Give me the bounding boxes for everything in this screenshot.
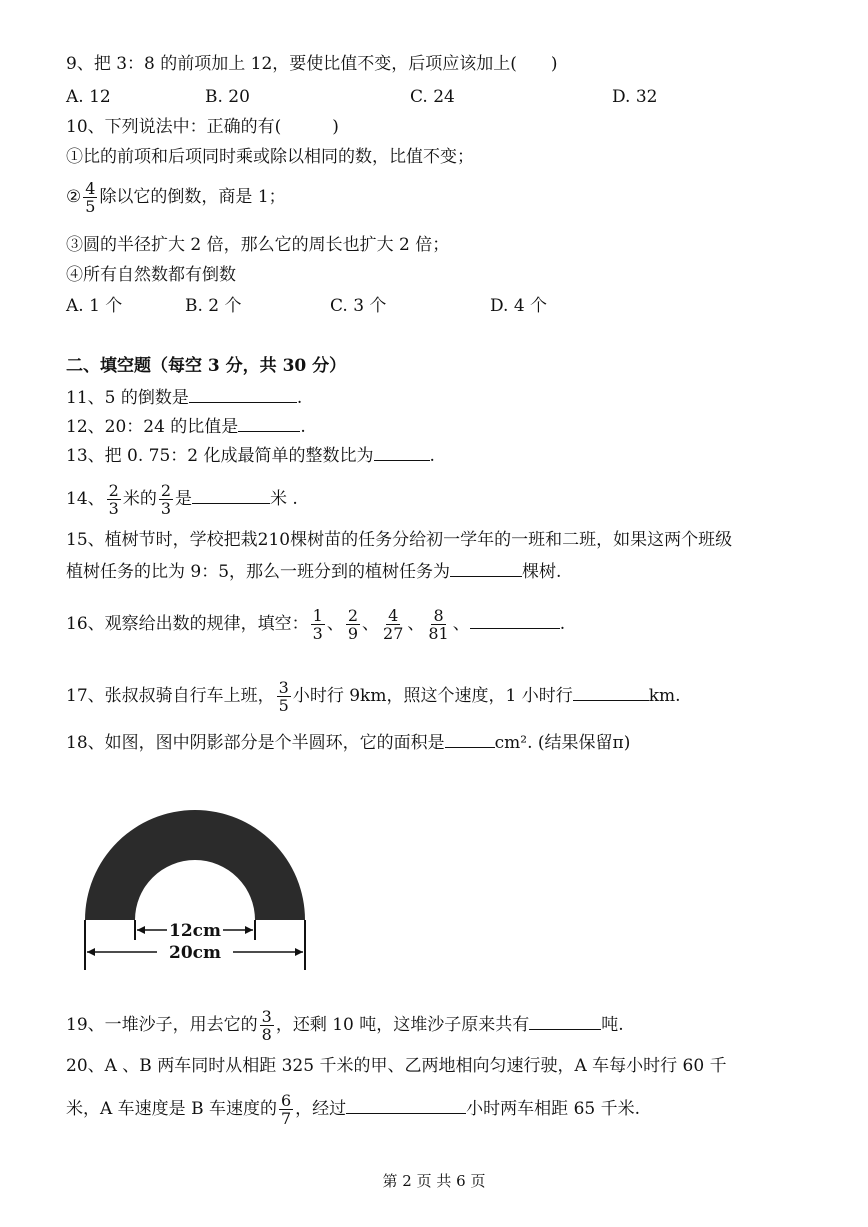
answer-blank[interactable] [192, 487, 270, 504]
fraction-numerator: 3 [278, 678, 289, 697]
arrow-left-icon [137, 926, 145, 934]
q20-line-2-prefix: 米，A 车速度是 B 车速度的 [66, 1099, 277, 1119]
separator: 、 [407, 614, 425, 634]
q18 [66, 731, 630, 754]
fraction [311, 607, 325, 642]
q15-line-2-prefix: 植树任务的比为 9：5，那么一班分到的植树任务为 [66, 562, 451, 582]
q9-option-d: D. 32 [612, 87, 658, 107]
answer-blank[interactable] [529, 1013, 601, 1030]
q15-line-1: 15、植树节时，学校把栽210棵树苗的任务分给初一学年的一班和二班，如果这两个班级 [66, 530, 733, 550]
q14-prefix: 14、 [66, 489, 105, 509]
semicircle-ring-figure [75, 795, 315, 975]
fraction-denominator: 3 [160, 499, 172, 518]
q10-option-a: A. 1 个 [66, 296, 123, 316]
q14-mid: 米的 [122, 489, 157, 509]
fraction-numerator: 1 [312, 606, 323, 625]
q12-prefix: 12、20：24 的比值是 [66, 417, 239, 437]
fraction-denominator: 3 [108, 499, 119, 518]
q11 [66, 386, 302, 409]
q19-mid: ，还剩 10 吨，这堆沙子原来共有 [275, 1015, 530, 1035]
fraction [260, 1008, 274, 1043]
q10-option-b: B. 2 个 [185, 296, 242, 316]
answer-blank[interactable] [346, 1097, 466, 1114]
q17-suffix: km. [648, 686, 681, 706]
q10-option-c: C. 3 个 [330, 296, 387, 316]
fraction-numerator: 2 [347, 606, 359, 625]
answer-blank[interactable] [238, 415, 300, 432]
fraction [279, 1092, 293, 1127]
q10-statement-1: ①比的前项和后项同时乘或除以相同的数，比值不变； [66, 147, 474, 167]
q11-prefix: 11、5 的倒数是 [66, 388, 189, 408]
q12-suffix: . [300, 417, 306, 437]
fraction [83, 180, 97, 215]
q19 [66, 1008, 624, 1043]
q13-prefix: 13、把 0. 75：2 化成最简单的整数比为 [66, 446, 374, 466]
fraction-denominator: 5 [278, 696, 289, 715]
fraction [346, 607, 360, 642]
answer-blank[interactable] [374, 444, 430, 461]
fraction [107, 482, 121, 517]
q17-mid: 小时行 9km，照这个速度，1 小时行 [292, 686, 573, 706]
q14 [66, 482, 298, 517]
fraction-numerator: 4 [85, 179, 96, 198]
arrow-left-icon [87, 948, 95, 956]
q10-s2-prefix: ② [66, 187, 82, 207]
page-footer: 第 2 页 共 6 页 [382, 1172, 486, 1190]
q20-line-2-mid: ，经过 [295, 1099, 347, 1119]
q14-mid2: 是 [175, 489, 193, 509]
q20-line-1: 20、A 、B 两车同时从相距 325 千米的甲、乙两地相向匀速行驶，A 车每小时行 60 千 [66, 1056, 727, 1076]
q9-option-b: B. 20 [205, 87, 250, 107]
separator: 、 [326, 614, 344, 634]
q16-suffix: . [559, 614, 566, 634]
fraction-denominator: 27 [383, 624, 404, 643]
q14-suffix: 米 . [270, 489, 298, 509]
fraction-denominator: 8 [261, 1025, 272, 1044]
fraction-denominator: 7 [280, 1109, 292, 1128]
q20-line-2 [66, 1092, 640, 1127]
q13 [66, 444, 435, 467]
q9-text: 9、把 3：8 的前项加上 12，要使比值不变，后项应该加上( ) [66, 54, 558, 74]
answer-blank[interactable] [470, 612, 560, 629]
q9-option-c: C. 24 [410, 87, 455, 107]
arrow-right-icon [245, 926, 253, 934]
fraction-numerator: 6 [280, 1091, 292, 1110]
separator: 、 [452, 614, 470, 634]
answer-blank[interactable] [445, 731, 495, 748]
fraction-denominator: 5 [85, 197, 96, 216]
q18-suffix: cm². (结果保留π) [494, 733, 631, 753]
q12 [66, 415, 306, 438]
q10-statement-2 [66, 180, 286, 215]
q10-option-d: D. 4 个 [490, 296, 548, 316]
shaded-semicircle-ring [85, 810, 305, 920]
answer-blank[interactable] [573, 684, 649, 701]
q10-s2-suffix: 除以它的倒数，商是 1； [99, 187, 286, 207]
separator: 、 [362, 614, 380, 634]
q11-suffix: . [296, 388, 303, 408]
fraction [159, 482, 173, 517]
fraction [381, 607, 405, 642]
fraction-numerator: 2 [160, 481, 172, 500]
fraction-numerator: 3 [261, 1007, 272, 1026]
q15-line-2-suffix: 棵树. [522, 562, 562, 582]
outer-diameter-label: 20cm [169, 943, 221, 963]
q9-option-a: A. 12 [66, 87, 111, 107]
fraction-numerator: 2 [108, 481, 119, 500]
answer-blank[interactable] [450, 560, 522, 577]
fraction [277, 679, 291, 714]
q16-prefix: 16、观察给出数的规律，填空： [66, 614, 309, 634]
fraction-numerator: 8 [433, 606, 444, 625]
q13-suffix: . [429, 446, 435, 466]
answer-blank[interactable] [189, 386, 297, 403]
q17 [66, 679, 681, 714]
fraction-denominator: 81 [428, 624, 449, 643]
q16 [66, 607, 565, 642]
q10-statement-4: ④所有自然数都有倒数 [66, 265, 236, 285]
q19-suffix: 吨. [601, 1015, 624, 1035]
q15-line-2 [66, 560, 561, 583]
fraction-denominator: 9 [347, 624, 359, 643]
fraction-numerator: 4 [388, 606, 399, 625]
q10-text: 10、下列说法中：正确的有( ) [66, 117, 339, 137]
q10-statement-3: ③圆的半径扩大 2 倍，那么它的周长也扩大 2 倍； [66, 235, 450, 255]
fraction [426, 607, 450, 642]
q17-prefix: 17、张叔叔骑自行车上班， [66, 686, 275, 706]
section-2-title: 二、填空题（每空 3 分，共 30 分） [66, 356, 347, 376]
q20-line-2-suffix: 小时两车相距 65 千米. [466, 1099, 641, 1119]
q19-prefix: 19、一堆沙子，用去它的 [66, 1015, 258, 1035]
fraction-denominator: 3 [312, 624, 323, 643]
inner-diameter-label: 12cm [169, 921, 221, 941]
arrow-right-icon [295, 948, 303, 956]
q18-prefix: 18、如图，图中阴影部分是个半圆环，它的面积是 [66, 733, 445, 753]
